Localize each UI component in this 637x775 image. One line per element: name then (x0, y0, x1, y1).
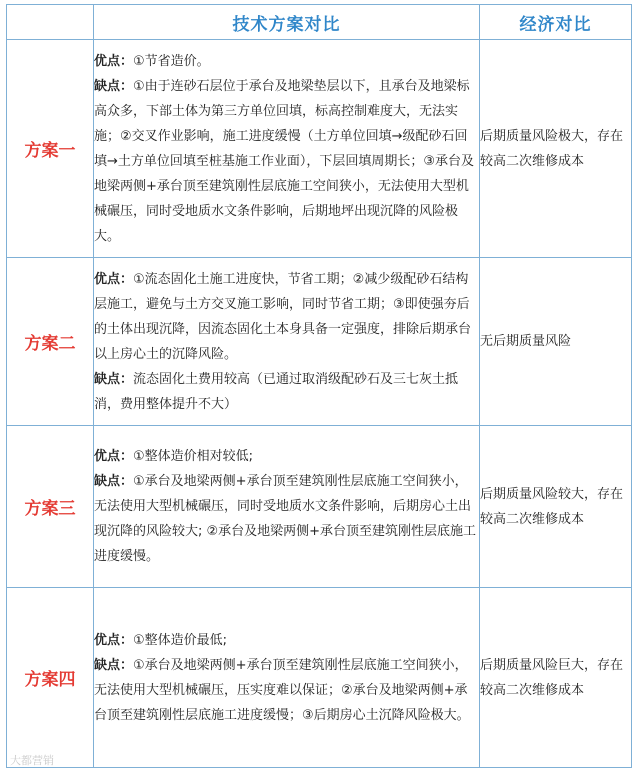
plan-name: 方案一 (7, 40, 94, 258)
tech-cell (94, 588, 480, 768)
pros-line (94, 444, 479, 469)
econ-cell: 后期质量风险极大，存在较高二次维修成本 (480, 40, 632, 258)
header-econ-comparison: 经济对比 (480, 5, 632, 40)
pros-label: 优点： (94, 53, 134, 69)
table-row (7, 40, 632, 258)
tech-cell (94, 258, 480, 426)
table-row (7, 258, 632, 426)
cons-text: 流态固化土费用较高（已通过取消级配砂石及三七灰土抵消，费用整体提升不大） (94, 371, 459, 412)
cons-line (94, 74, 479, 249)
header-row (7, 5, 632, 40)
pros-text: ①整体造价相对较低; (133, 449, 254, 464)
pros-text: ①节省造价。 (133, 53, 210, 69)
plan-name: 方案二 (7, 258, 94, 426)
pros-label: 优点： (94, 449, 134, 464)
table-row (7, 426, 632, 588)
pros-label: 优点： (94, 271, 134, 287)
cons-text: ①由于连砂石层位于承台及地梁垫层以下，且承台及地梁标高众多，下部土体为第三方单位回填，标高控制难度大，无法实施；②交叉作业影响，施工进度缓慢（土方单位回填→级配砂石回填→土方单位回填至桩基施工作业面），下层回填周期长；③承台及地梁两侧+承台顶至建筑刚性层底施工空间狭小，无法使用大型机械碾压，同时受地质水文条件影响，后期地坪出现沉降的风险极大。 (94, 78, 475, 244)
table-row (7, 588, 632, 768)
cons-label: 缺点： (94, 371, 134, 387)
pros-text: ①流态固化土施工进度快，节省工期；②减少级配砂石结构层施工，避免与土方交叉施工影响，同时节省工期；③即使强夯后的土体出现沉降，因流态固化土本身具备一定强度，排除后期承台以上房心土的沉降风险。 (94, 271, 472, 362)
plan-name: 方案四 (7, 588, 94, 768)
econ-cell: 后期质量风险较大，存在较高二次维修成本 (480, 426, 632, 588)
pros-label: 优点： (94, 632, 134, 648)
cons-text: ①承台及地梁两侧+承台顶至建筑刚性层底施工空间狭小，无法使用大型机械碾压，同时受地质水文条件影响，后期房心土出现沉降的风险较大; ②承台及地梁两侧+承台顶至建筑刚性层底施工进度缓慢。 (94, 474, 477, 564)
pros-line (94, 49, 479, 74)
plan-name: 方案三 (7, 426, 94, 588)
pros-line (94, 628, 479, 653)
cons-text: ①承台及地梁两侧+承台顶至建筑刚性层底施工空间狭小，无法使用大型机械碾压，压实度难以保证；②承台及地梁两侧+承台顶至建筑刚性层底施工进度缓慢；③后期房心土沉降风险极大。 (94, 657, 470, 723)
pros-text: ①整体造价最低; (133, 632, 228, 648)
cons-line (94, 469, 479, 569)
cons-label: 缺点： (94, 474, 134, 489)
watermark: 大都营销 (10, 754, 54, 767)
econ-cell: 后期质量风险巨大，存在较高二次维修成本 (480, 588, 632, 768)
cons-line (94, 653, 479, 728)
header-blank-cell (7, 5, 94, 40)
cons-label: 缺点： (94, 78, 134, 94)
tech-cell (94, 40, 480, 258)
cons-line (94, 367, 479, 417)
tech-cell (94, 426, 480, 588)
pros-line (94, 267, 479, 367)
econ-cell: 无后期质量风险 (480, 258, 632, 426)
cons-label: 缺点： (94, 657, 134, 673)
comparison-table (6, 4, 632, 768)
header-tech-comparison: 技术方案对比 (94, 5, 480, 40)
